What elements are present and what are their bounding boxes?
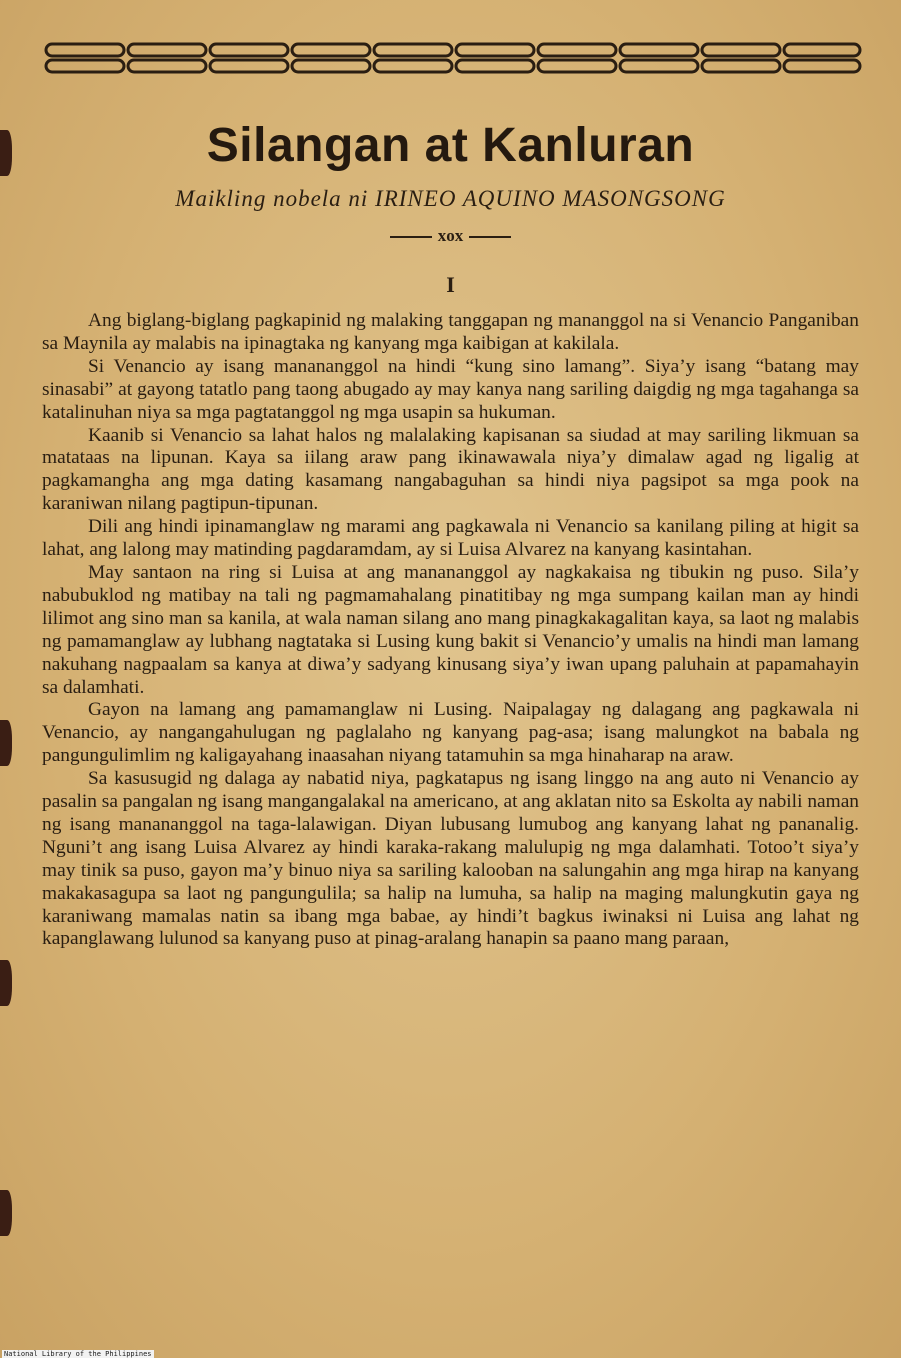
paragraph: Sa kasusugid ng dalaga ay nabatid niya, pagkatapus ng isang linggo na ang auto ni Venancio ay pasalin sa pangalan ng isang mangangalakal na americano, at ang aklatan nito sa Eskolta ay nabili naman ng isang manananggol na taga-lalawigan. Diyan lubusang lumubog ang kanyang lahat ng pananalig. Nguni’t ang isang Luisa Alvarez ay hindi karaka-rakang malulupig ng mga dalamhati. Totoo’t siya’y may tinik sa puso, gayon ma’y binuo niya sa sariling kalooban na salungahin ang mga hirap na kanyang makakasagupa sa laot ng pangungulila; sa halip na lumuha, sa halip na maging malungkutin gaya ng karaniwang mamalas natin sa ibang mga babae, ay hindi’t bagkus iwinaksi ni Luisa ang lahat ng kapanglawang lulunod sa kanyang puso at pinag-aralang hanapin sa paano mang paraan,	[42, 768, 859, 950]
story-title: Silangan at Kanluran	[206, 119, 695, 172]
library-credit: National Library of the Philippines	[4, 1350, 152, 1358]
chapter-number: I	[446, 272, 455, 297]
paragraph: May santaon na ring si Luisa at ang manananggol ay nagkakaisa ng tibukin ng puso. Sila’y nabubuklod ng matibay na tali ng pagmamahalang pinatitibay ng mga sumpang kailan man ay hindi lilimot ang sino man sa kanila, at wala naman silang ano mang pinagkakagalitan kaya, sa laot ng malabis ng pamamanglaw ay lubhang nagtataka si Lusing kung bakit si Venancio’y umalis na hindi man lamang nakuhang nagpaalam sa kanya at diwa’y sadyang kinusang siya’y iwan upang paluhain at papamahayin sa dalamhati.	[42, 561, 859, 698]
paragraph: Kaanib si Venancio sa lahat halos ng malalaking kapisanan sa siudad at may sariling likmuan sa matataas na lipunan. Kaya sa iilang araw pang ikinawawala niya’y dimalaw agad ng ligalig at pagkamangha ang mga dating kasamang nangabaguhan sa hindi niya pagsipot sa mga pook na karaniwan nilang pagtipun-tipunan.	[42, 424, 859, 515]
paragraph: Dili ang hindi ipinamanglaw ng marami ang pagkawala ni Venancio sa kanilang piling at higit sa lahat, ang lalong may matinding pagdaramdam, ay si Luisa Alvarez na kanyang kasintahan.	[42, 516, 859, 561]
decorative-border	[44, 40, 862, 76]
binding-mark	[0, 130, 12, 176]
story-subtitle: Maikling nobela ni IRINEO AQUINO MASONGSONG	[175, 186, 726, 211]
binding-mark	[0, 1190, 12, 1236]
paragraph: Ang biglang-biglang pagkapinid ng malaking tanggapan ng mananggol na si Venancio Panganiban sa Maynila ay malabis na ipinagtaka ng kanyang mga kaibigan at kakilala.	[42, 310, 859, 354]
paragraph: Si Venancio ay isang manananggol na hindi “kung sino lamang”. Siya’y isang “batang may sinasabi” at gayong tatatlo pang taong abugado ay may kanya nang sariling daigdig ng mga tagahanga sa katalinuhan niya sa mga pagtatanggol ng mga usapin sa hukuman.	[42, 355, 859, 423]
story-body	[42, 310, 859, 951]
section-divider	[0, 226, 901, 246]
binding-mark	[0, 720, 12, 766]
divider-text: xox	[437, 226, 464, 245]
paragraph: Gayon na lamang ang pamamanglaw ni Lusing. Naipalagay ng dalagang ang pagkawala ni Venancio, ay nangangahulugan ng paglalaho ng kanyang pag-asa; isang malungkot na babala ng pangungulimlim ng kaligayahang inaasahan niyang tatamuhin sa mga hinaharap na araw.	[42, 699, 859, 767]
binding-mark	[0, 960, 12, 1006]
